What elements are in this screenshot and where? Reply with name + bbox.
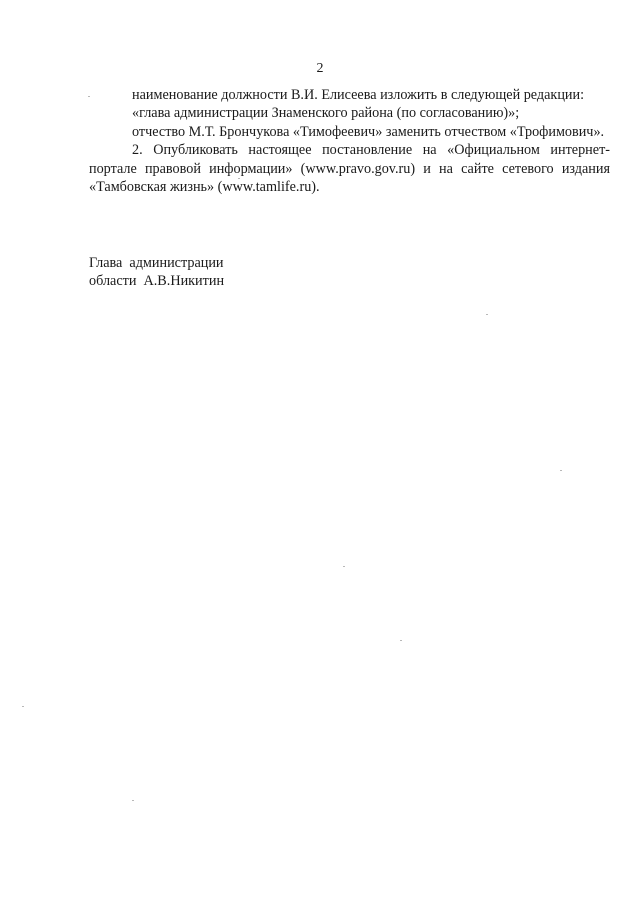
- scan-speck: [132, 800, 134, 801]
- paragraph-publication: 2. Опубликовать настоящее постановление на «Официальном интернет-портале правовой информации» (www.pravo.gov.ru) и на сайте сетевого издания «Тамбовская жизнь» (www.tamlife.ru).: [89, 142, 610, 196]
- page-number: 2: [316, 61, 324, 76]
- scan-speck: [22, 706, 24, 707]
- signature-position: Глава администрации: [89, 255, 224, 271]
- signature-name: области А.В.Никитин: [89, 273, 225, 290]
- paragraph-patronymic-change: отчество М.Т. Брончукова «Тимофеевич» заменить отчеством «Трофимович».: [132, 123, 605, 140]
- scan-speck: [88, 96, 90, 97]
- paragraph-position-title: наименование должности В.И. Елисеева изложить в следующей редакции:: [132, 87, 585, 103]
- scan-speck: [400, 640, 402, 641]
- document-body: [89, 86, 610, 196]
- paragraph-new-wording: «глава администрации Знаменского района (по согласованию)»;: [132, 105, 520, 122]
- scan-speck: [486, 314, 488, 315]
- scan-speck: [560, 470, 562, 471]
- scan-speck: [343, 566, 345, 567]
- scan-speck: [238, 178, 240, 179]
- signature-block: [89, 254, 224, 291]
